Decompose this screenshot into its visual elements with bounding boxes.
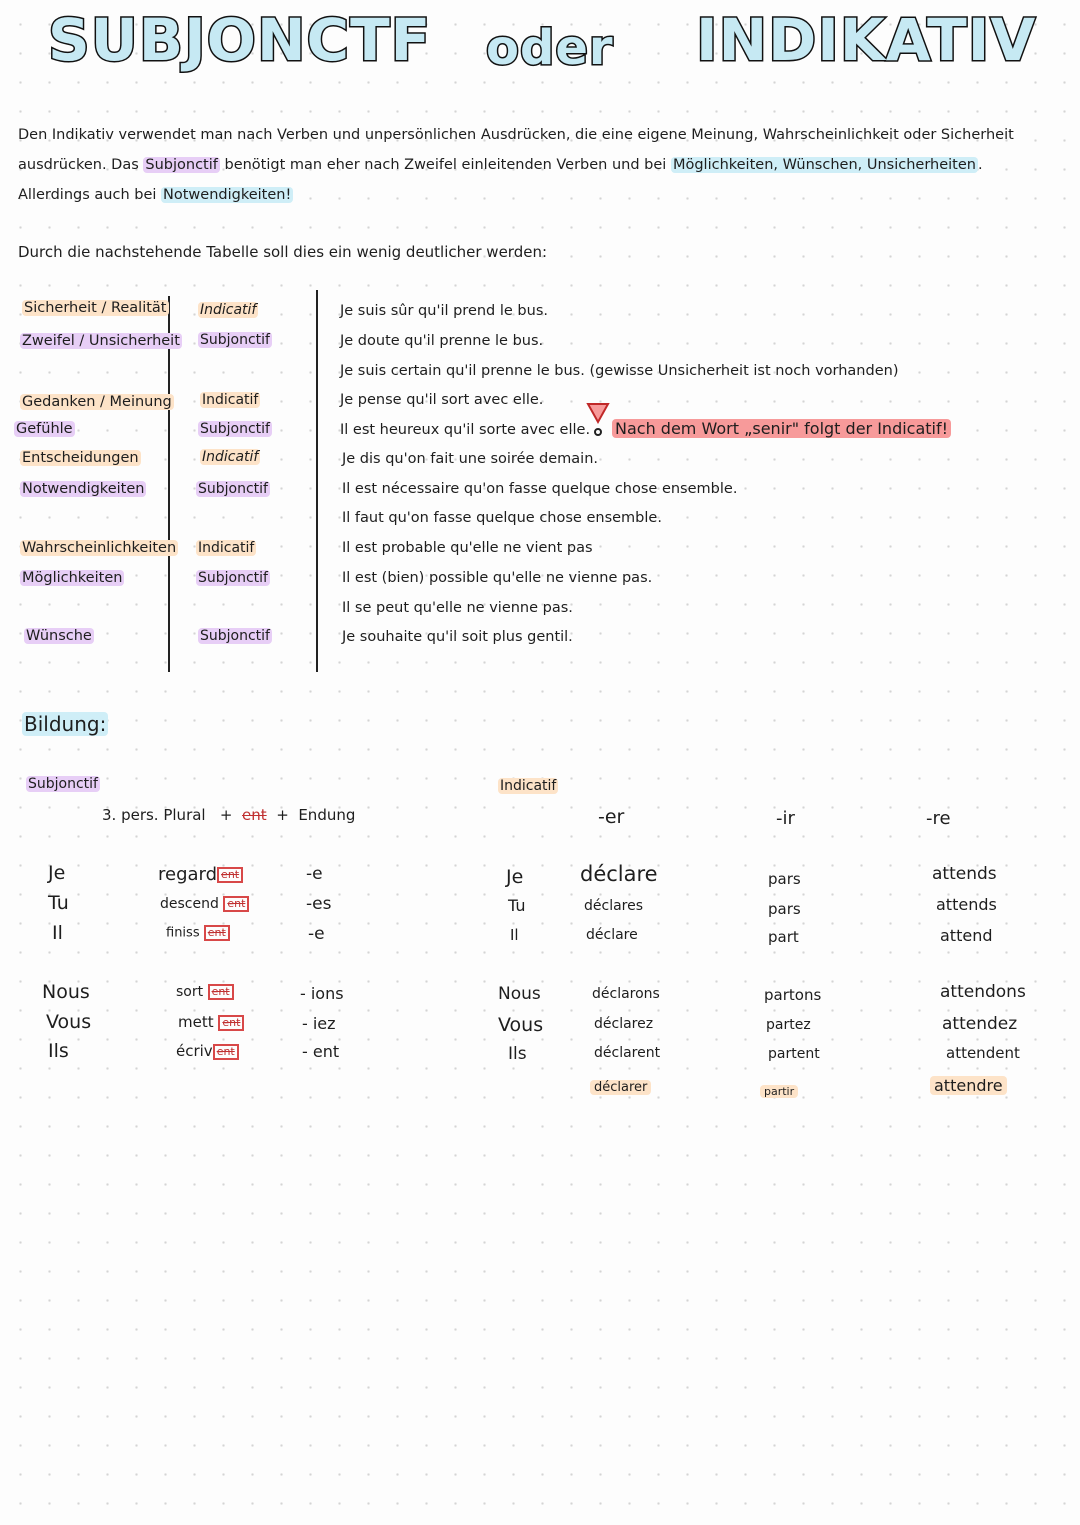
subj-pron-vous: Vous bbox=[46, 1011, 92, 1033]
example-row: Il se peut qu'elle ne vienne pas. bbox=[342, 600, 573, 616]
ind-pron-ils: Ils bbox=[508, 1044, 527, 1064]
cat-gedanken: Gedanken / Meinung bbox=[22, 394, 172, 410]
ind-re: attends bbox=[932, 864, 997, 884]
subj-stem-row: sort ent bbox=[176, 984, 234, 1000]
head-re: -re bbox=[926, 808, 951, 829]
inf-re: attendre bbox=[930, 1076, 1007, 1095]
cut-ent-box: ent bbox=[218, 1015, 244, 1031]
indicatif-label: Indicatif bbox=[500, 778, 557, 794]
head-er: -er bbox=[598, 806, 625, 828]
inf-er: déclarer bbox=[590, 1080, 651, 1095]
cat-sicherheit: Sicherheit / Realität bbox=[24, 300, 167, 316]
subj-ending: - ions bbox=[300, 984, 344, 1003]
subj-pron-je: Je bbox=[48, 862, 66, 884]
cat-notwendigkeiten: Notwendigkeiten bbox=[22, 481, 145, 497]
ind-er: déclare bbox=[580, 862, 658, 886]
note-senir: Nach dem Wort „senir" folgt der Indicatif! bbox=[612, 419, 951, 438]
mode-subjonctif-2: Subjonctif bbox=[200, 421, 270, 437]
mode-indicatif-3: Indicatif bbox=[202, 449, 259, 465]
subj-stem-row: regard ent bbox=[158, 864, 243, 885]
rule-endung: Endung bbox=[298, 806, 356, 824]
intro-notwendigkeiten: Notwendigkeiten! bbox=[163, 187, 292, 203]
ind-er: déclarent bbox=[594, 1045, 661, 1061]
subj-pron-ils: Ils bbox=[48, 1040, 69, 1062]
ind-ir: partent bbox=[768, 1046, 820, 1062]
ind-re: attends bbox=[936, 895, 997, 914]
ind-pron-vous: Vous bbox=[498, 1014, 544, 1036]
ind-re: attendons bbox=[940, 982, 1026, 1002]
example-row: Je suis certain qu'il prenne le bus. (gewisse Unsicherheit ist noch vorhanden) bbox=[340, 363, 899, 379]
title-indikativ: INDIKATIV bbox=[696, 6, 1037, 74]
rule-plus-2: + bbox=[276, 806, 289, 824]
mode-indicatif-4: Indicatif bbox=[198, 540, 255, 556]
ind-pron-je: Je bbox=[506, 866, 524, 888]
cut-ent-box: ent bbox=[204, 925, 230, 941]
intro-paragraph bbox=[18, 120, 1058, 210]
example-row: Il est nécessaire qu'on fasse quelque chose ensemble. bbox=[342, 481, 738, 497]
subj-ending: -es bbox=[306, 894, 332, 914]
example-row: Il faut qu'on fasse quelque chose ensemble. bbox=[342, 510, 662, 526]
ind-pron-nous: Nous bbox=[498, 984, 541, 1004]
rule-ent: ent bbox=[242, 806, 267, 824]
subj-pron-nous: Nous bbox=[42, 981, 90, 1003]
cut-ent-box: ent bbox=[208, 984, 234, 1000]
cat-wuensche: Wünsche bbox=[26, 628, 92, 644]
head-ir: -ir bbox=[776, 808, 795, 829]
cut-ent-box: ent bbox=[213, 1044, 239, 1060]
ind-ir: pars bbox=[768, 870, 801, 888]
subj-stem-row: finiss ent bbox=[166, 925, 230, 941]
subj-pron-tu: Tu bbox=[48, 892, 69, 914]
example-row: Je suis sûr qu'il prend le bus. bbox=[340, 303, 548, 319]
mode-indicatif-2: Indicatif bbox=[202, 392, 259, 408]
ind-pron-il: Il bbox=[510, 926, 519, 944]
inf-ir: partir bbox=[760, 1085, 798, 1098]
subj-ending: - ent bbox=[302, 1042, 340, 1061]
mode-subjonctif-4: Subjonctif bbox=[198, 570, 268, 586]
ind-ir: pars bbox=[768, 900, 801, 918]
example-row: Je dis qu'on fait une soirée demain. bbox=[342, 451, 598, 467]
mode-subjonctif-1: Subjonctif bbox=[200, 332, 270, 348]
subj-stem-row: mett ent bbox=[178, 1013, 244, 1031]
intro-highlight-list: Möglichkeiten, Wünschen, Unsicherheiten bbox=[672, 157, 976, 173]
subjonctif-label: Subjonctif bbox=[28, 776, 98, 792]
ind-er: déclares bbox=[584, 898, 644, 914]
subj-ending: -e bbox=[306, 864, 323, 884]
mode-indicatif-1: Indicatif bbox=[200, 302, 257, 318]
title-oder: oder bbox=[486, 20, 614, 76]
cut-ent-box: ent bbox=[223, 896, 249, 912]
intro-text-3: . Allerdings auch bei bbox=[18, 157, 983, 203]
cat-zweifel: Zweifel / Unsicherheit bbox=[22, 333, 180, 349]
example-row: Je pense qu'il sort avec elle. bbox=[340, 392, 544, 408]
ind-ir: partez bbox=[766, 1017, 811, 1033]
subj-stem-row: descend ent bbox=[160, 896, 249, 912]
ind-re: attendez bbox=[942, 1014, 1018, 1034]
table-intro: Durch die nachstehende Tabelle soll dies ein wenig deutlicher werden: bbox=[18, 243, 548, 261]
warning-icon bbox=[586, 402, 610, 446]
mode-subjonctif-5: Subjonctif bbox=[200, 628, 270, 644]
subj-pron-il: Il bbox=[52, 922, 63, 944]
subj-stem-row: écriv ent bbox=[176, 1042, 239, 1060]
cat-wahrscheinlichkeiten: Wahrscheinlichkeiten bbox=[22, 540, 177, 556]
cat-gefuehle: Gefühle bbox=[16, 421, 73, 437]
bildung-heading: Bildung: bbox=[24, 712, 107, 736]
subj-ending: - iez bbox=[302, 1014, 336, 1033]
ind-er: déclarez bbox=[594, 1016, 654, 1032]
cat-moeglichkeiten: Möglichkeiten bbox=[22, 570, 123, 586]
table-divider-1 bbox=[168, 296, 170, 672]
table-divider-2 bbox=[316, 290, 318, 672]
example-row: Je souhaite qu'il soit plus gentil. bbox=[342, 629, 573, 645]
subj-ending: -e bbox=[308, 924, 325, 944]
ind-re: attend bbox=[940, 926, 993, 945]
intro-text-2: benötigt man eher nach Zweifel einleitenden Verben und bei bbox=[219, 157, 671, 173]
example-row: Il est heureux qu'il sorte avec elle. bbox=[340, 422, 591, 438]
intro-subjonctif: Subjonctif bbox=[145, 157, 218, 173]
cut-ent-box: ent bbox=[217, 867, 243, 883]
intro-text-1: Den Indikativ verwendet man nach Verben und unpersönlichen Ausdrücken, die eine eigene Meinung, Wahrscheinlichkeit oder Sicherheit ausdrücken. Das bbox=[18, 127, 1014, 173]
ind-pron-tu: Tu bbox=[508, 896, 526, 915]
cat-entscheidungen: Entscheidungen bbox=[22, 450, 139, 466]
rule-plural: 3. pers. Plural bbox=[102, 806, 206, 824]
title-subjonctif: SUBJONCTF bbox=[48, 6, 432, 74]
example-row: Je doute qu'il prenne le bus. bbox=[340, 333, 544, 349]
ind-ir: part bbox=[768, 928, 799, 946]
ind-er: déclarons bbox=[592, 986, 660, 1002]
ind-er: déclare bbox=[586, 927, 638, 943]
rule-plus-1: + bbox=[219, 806, 233, 824]
mode-subjonctif-3: Subjonctif bbox=[198, 481, 268, 497]
example-row: Il est probable qu'elle ne vient pas bbox=[342, 540, 593, 556]
ind-re: attendent bbox=[946, 1044, 1020, 1062]
example-row: Il est (bien) possible qu'elle ne vienne pas. bbox=[342, 570, 653, 586]
formation-rule bbox=[102, 806, 355, 824]
ind-ir: partons bbox=[764, 986, 822, 1004]
